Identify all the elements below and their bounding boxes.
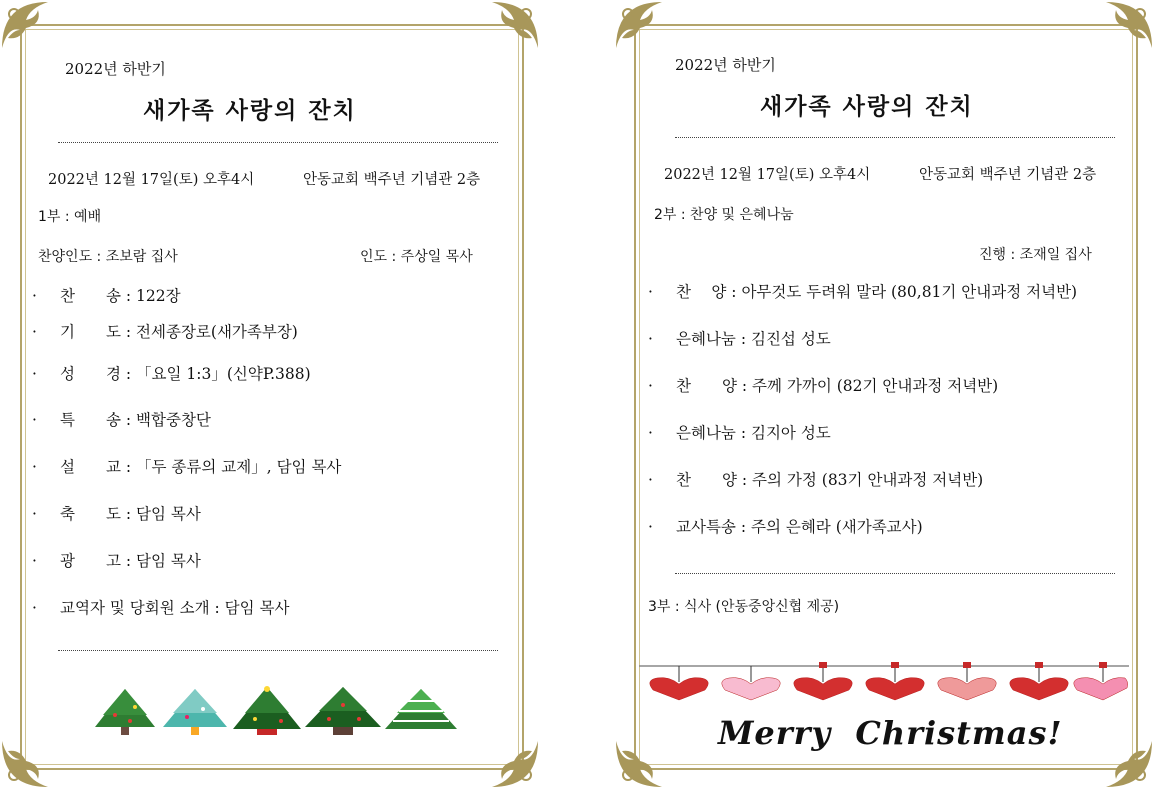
ornament-corner-icon [1104,0,1154,50]
program-item: · 은혜나눔 : 김진섭 성도 [648,330,831,348]
divider [58,142,498,143]
ornament-corner-icon [0,739,50,789]
part-label: 2부 : 찬양 및 은혜나눔 [654,207,794,223]
event-venue: 안동교회 백주년 기념관 2층 [303,172,481,188]
worship-leader: 찬양인도 : 조보람 집사 [38,249,178,265]
program-item: · 찬 양 : 주께 가까이 (82기 안내과정 저녁반) [648,377,999,395]
event-datetime: 2022년 12월 17일(토) 오후4시 [48,172,255,188]
program-item: · 기 도 : 전세종장로(새가족부장) [32,323,298,341]
event-venue: 안동교회 백주년 기념관 2층 [919,167,1097,183]
hanging-hearts-icon [639,658,1129,704]
program-item: · 찬 양 : 주의 가정 (83기 안내과정 저녁반) [648,471,984,489]
page-left [0,0,540,789]
program-item: · 은혜나눔 : 김지아 성도 [648,424,831,442]
host-label: 진행 : 조재일 집사 [979,247,1092,263]
divider [58,650,498,651]
service-leader: 인도 : 주상일 목사 [360,249,473,265]
program-item: · 성 경 : 「요일 1:3」(신약P.388) [32,365,311,383]
ornament-corner-icon [0,0,50,50]
program-item: · 찬 양 : 아무것도 두려워 말라 (80,81기 안내과정 저녁반) [648,283,1078,301]
program-item: · 교사특송 : 주의 은혜라 (새가족교사) [648,518,923,536]
semester-label: 2022년 하반기 [65,60,166,78]
program-item: · 교역자 및 당회원 소개 : 담임 목사 [32,599,290,617]
part3-label: 3부 : 식사 (안동중앙신협 제공) [648,599,840,615]
ornament-corner-icon [614,0,664,50]
program-item: · 축 도 : 담임 목사 [32,505,201,523]
page-right [614,0,1154,789]
program-item: · 특 송 : 백합중창단 [32,411,211,429]
ornament-corner-icon [490,0,540,50]
program-item: · 설 교 : 「두 종류의 교제」, 담임 목사 [32,458,342,476]
program-item: · 찬 송 : 122장 [32,287,181,305]
merry-christmas-greeting: Merry Christmas! [718,714,1063,752]
ornament-corner-icon [490,739,540,789]
ornament-corner-icon [1104,739,1154,789]
page-title: 새가족 사랑의 잔치 [760,94,974,120]
part-label: 1부 : 예배 [38,209,102,225]
christmas-trees-icon [85,685,465,737]
program-item: · 광 고 : 담임 목사 [32,552,201,570]
page-frame [20,24,524,770]
page-title: 새가족 사랑의 잔치 [143,98,357,124]
ornament-corner-icon [614,739,664,789]
divider [675,137,1115,138]
divider [675,573,1115,574]
semester-label: 2022년 하반기 [675,56,776,74]
event-datetime: 2022년 12월 17일(토) 오후4시 [664,167,871,183]
